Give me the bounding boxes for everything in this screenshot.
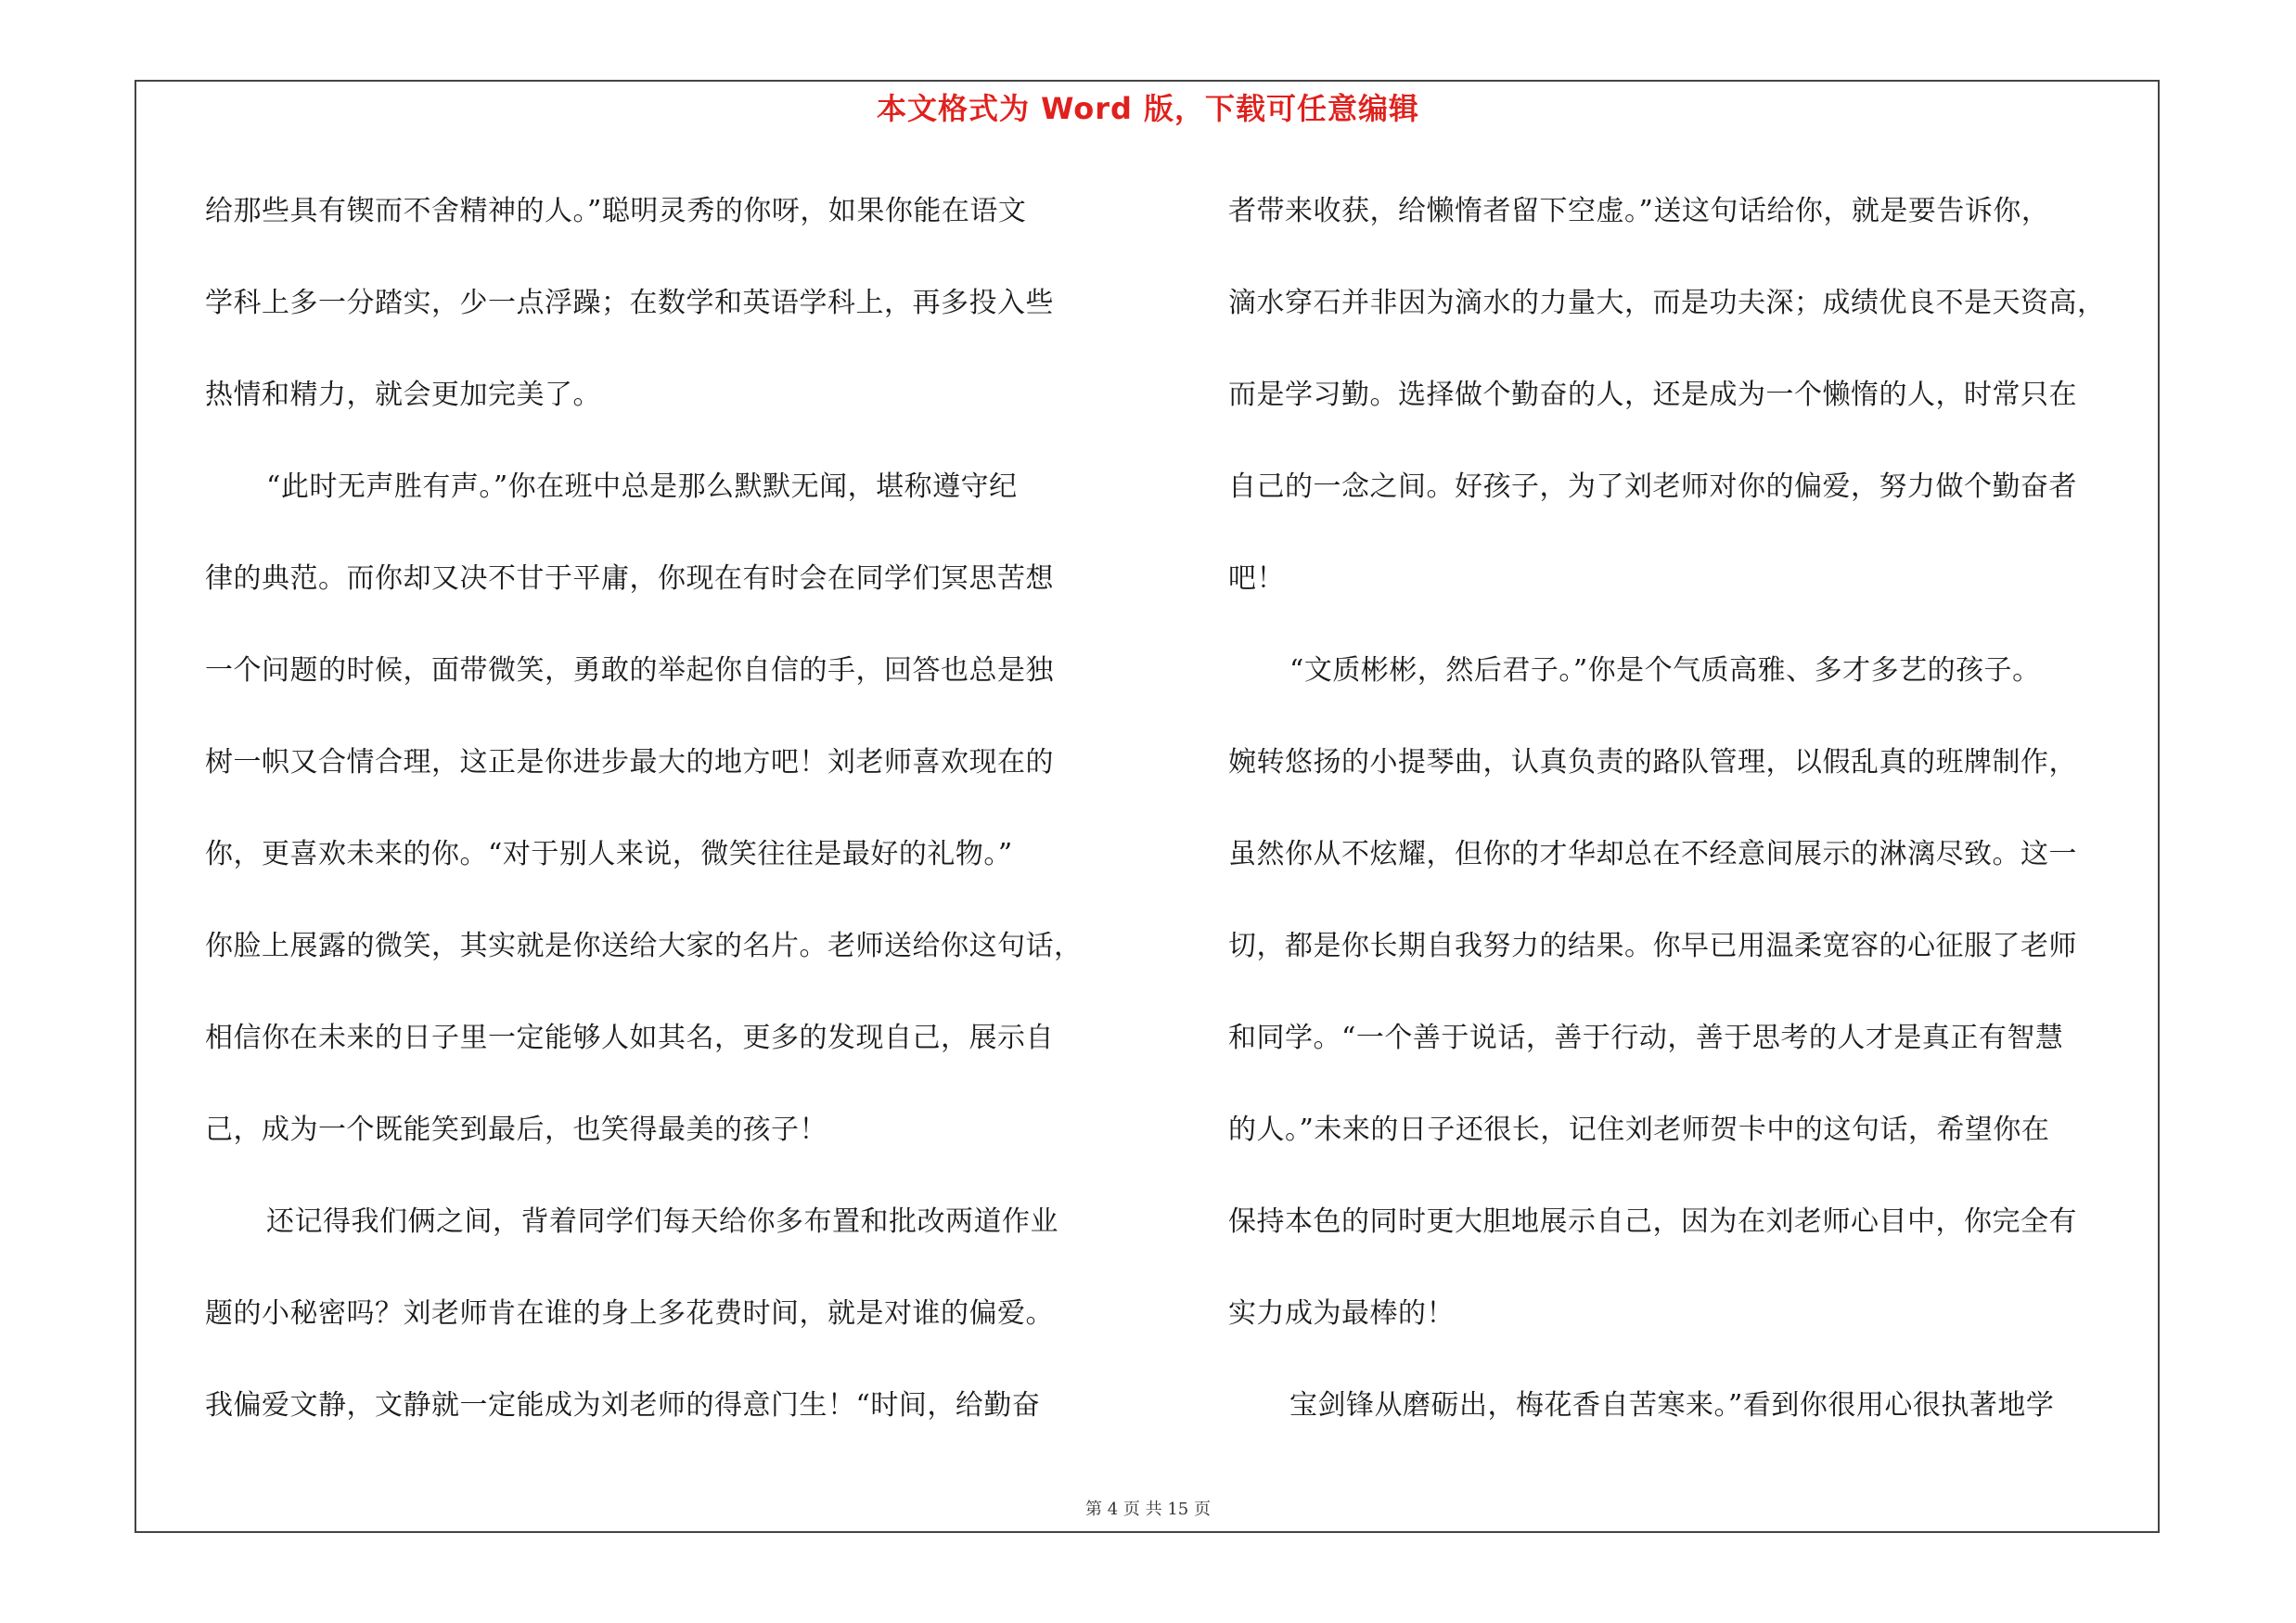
text-line: 一个问题的时候，面带微笑，勇敢的举起你自信的手，回答也总是独 bbox=[205, 654, 1054, 687]
left-text-column bbox=[205, 184, 1133, 1470]
text-line: “此时无声胜有声。”你在班中总是那么默默无闻，堪称遵守纪 bbox=[266, 470, 1018, 503]
right-text-column bbox=[1228, 184, 2165, 1470]
text-line: 吧！ bbox=[1228, 562, 1285, 595]
text-line: 切，都是你长期自我努力的结果。你早已用温柔宽容的心征服了老师 bbox=[1228, 930, 2077, 962]
text-line: 者带来收获，给懒惰者留下空虚。”送这句话给你，就是要告诉你， bbox=[1228, 195, 2050, 227]
text-line: 律的典范。而你却又决不甘于平庸，你现在有时会在同学们冥思苦想 bbox=[205, 562, 1054, 595]
text-line: 相信你在未来的日子里一定能够人如其名，更多的发现自己，展示自 bbox=[205, 1022, 1054, 1054]
text-line: 树一帜又合情合理，这正是你进步最大的地方吧！刘老师喜欢现在的 bbox=[205, 746, 1054, 779]
text-line: 虽然你从不炫耀，但你的才华却总在不经意间展示的淋漓尽致。这一 bbox=[1228, 838, 2077, 870]
text-line: 你脸上展露的微笑，其实就是你送给大家的名片。老师送给你这句话， bbox=[205, 930, 1083, 962]
text-line: 实力成为最棒的！ bbox=[1228, 1297, 1455, 1330]
text-line: 而是学习勤。选择做个勤奋的人，还是成为一个懒惰的人，时常只在 bbox=[1228, 379, 2077, 411]
text-line: 婉转悠扬的小提琴曲，认真负责的路队管理，以假乱真的班牌制作， bbox=[1228, 746, 2077, 779]
text-line: 滴水穿石并非因为滴水的力量大，而是功夫深；成绩优良不是天资高， bbox=[1228, 287, 2106, 319]
text-line: 自己的一念之间。好孩子，为了刘老师对你的偏爱，努力做个勤奋者 bbox=[1228, 470, 2077, 503]
text-line: 你，更喜欢未来的你。“对于别人来说，微笑往往是最好的礼物。” bbox=[205, 838, 1013, 870]
text-line: 给那些具有锲而不舍精神的人。”聪明灵秀的你呀，如果你能在语文 bbox=[205, 195, 1027, 227]
text-line: 和同学。“一个善于说话，善于行动，善于思考的人才是真正有智慧 bbox=[1228, 1022, 2064, 1054]
page-number: 第 4 页 共 15 页 bbox=[1085, 1500, 1211, 1519]
text-line: 题的小秘密吗？刘老师肯在谁的身上多花费时间，就是对谁的偏爱。 bbox=[205, 1297, 1054, 1330]
text-line: “文质彬彬，然后君子。”你是个气质高雅、多才多艺的孩子。 bbox=[1289, 654, 2041, 687]
text-line: 热情和精力，就会更加完美了。 bbox=[205, 379, 601, 411]
text-line: 保持本色的同时更大胆地展示自己，因为在刘老师心目中，你完全有 bbox=[1228, 1205, 2077, 1238]
text-line: 我偏爱文静，文静就一定能成为刘老师的得意门生！“时间，给勤奋 bbox=[205, 1389, 1041, 1422]
text-line: 还记得我们俩之间，背着同学们每天给你多布置和批改两道作业 bbox=[266, 1205, 1058, 1238]
text-line: 学科上多一分踏实，少一点浮躁；在数学和英语学科上，再多投入些 bbox=[205, 287, 1054, 319]
text-line: 己，成为一个既能笑到最后，也笑得最美的孩子！ bbox=[205, 1114, 827, 1146]
text-line: 的人。”未来的日子还很长，记住刘老师贺卡中的这句话，希望你在 bbox=[1228, 1114, 2050, 1146]
text-line: 宝剑锋从磨砺出，梅花香自苦寒来。”看到你很用心很执著地学 bbox=[1289, 1389, 2055, 1422]
format-banner: 本文格式为 Word 版，下载可任意编辑 bbox=[876, 91, 1420, 126]
